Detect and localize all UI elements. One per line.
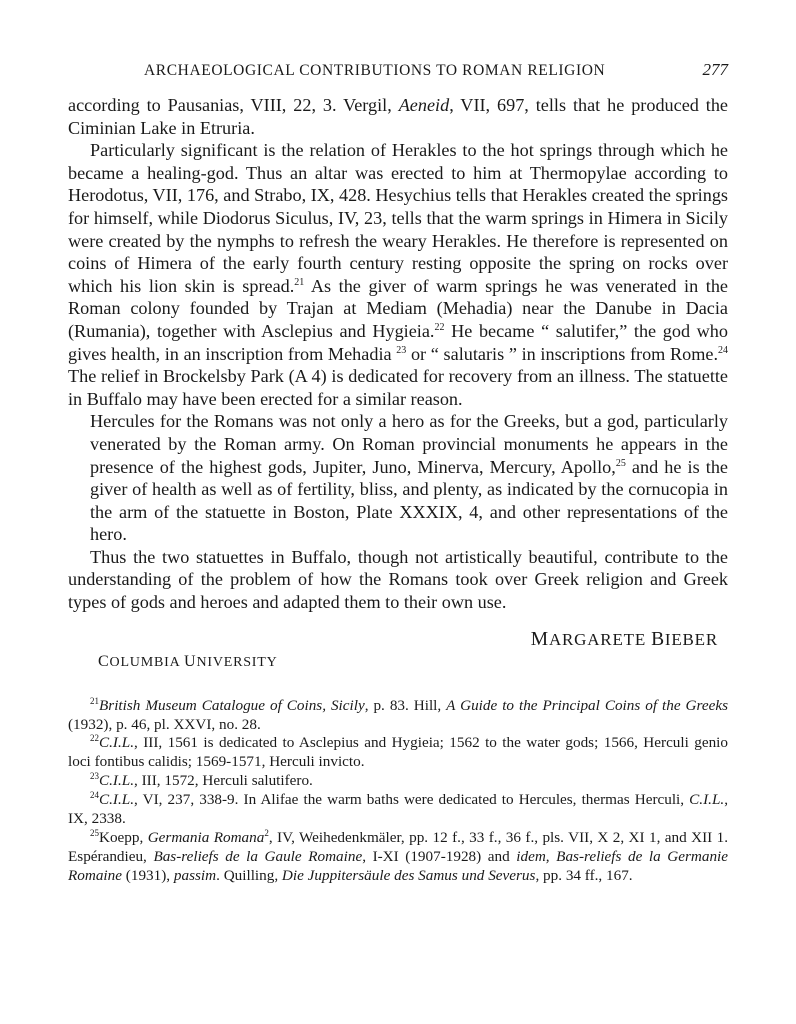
citation-title: C.I.L.	[689, 791, 725, 809]
paragraph-hercules-romans	[68, 410, 728, 546]
footnote-number: 24	[90, 790, 99, 801]
paragraph-continuation	[68, 94, 728, 139]
text-run: , pp. 34 ff., 167.	[535, 866, 633, 884]
text-run: or “ salutaris ” in inscriptions from Rome.	[406, 343, 719, 364]
citation-title: British Museum Catalogue of Coins, Sicily	[99, 696, 365, 714]
text-run: , VII, 697, tells that he produced the Ciminian Lake in Etruria.	[68, 95, 728, 138]
citation-title: idem, Bas-reliefs de la Germanie Romaine	[68, 847, 728, 884]
footnote-ref-23[interactable]: 23	[396, 344, 407, 356]
citation-title: Die Juppitersäule des Samus und Severus	[281, 866, 536, 884]
paragraph-conclusion: Thus the two statuettes in Buffalo, though not artistically beautiful, contribute to the understanding of the problem of how the Romans took over Greek religion and Greek types of gods and heroes and adapted them to their own use.	[68, 546, 728, 613]
citation-title: C.I.L.	[99, 734, 135, 752]
small-caps: ARGARETE	[548, 629, 652, 649]
citation-title: A Guide to the Principal Coins of the Greeks	[446, 696, 728, 714]
page-number: 277	[702, 60, 728, 79]
text-run: , p. 83. Hill,	[364, 696, 447, 714]
text-run: , I-XI (1907-1928) and	[362, 847, 517, 865]
text-run: , IV, Weihedenkmäler, pp. 12 f., 33 f., 36 f., pls. VII, X 2, XI 1, and XII 1. Espérandieu,	[68, 829, 728, 865]
initial: U	[184, 652, 197, 670]
footnote-21	[68, 697, 728, 735]
footnote-number: 23	[90, 771, 99, 782]
citation-title: C.I.L.	[99, 791, 135, 809]
text-run: according to Pausanias, VIII, 22, 3. Vergil,	[68, 95, 399, 115]
author-signature	[68, 629, 728, 651]
text-run: Koepp,	[99, 829, 148, 846]
footnote-25	[68, 829, 728, 886]
text-run: , III, 1572, Herculi salutifero.	[134, 772, 313, 790]
text-run: , VI, 237, 338-9. In Alifae the warm baths were dedicated to Hercules, thermas Herculi,	[134, 791, 690, 809]
citation-title: Germania Romana	[147, 829, 265, 846]
footnote-number: 22	[90, 733, 99, 744]
text-run: Hercules for the Romans was not only a hero as for the Greeks, but a god, particularly venerated by the Roman army. On Roman provincial monuments he appears in the presence of the highest gods, Jupiter, Juno, Minerva, Mercury, Apollo,	[90, 411, 728, 477]
body-text	[68, 94, 728, 614]
footnote-number: 25	[90, 828, 99, 838]
footnote-ref-25[interactable]: 25	[615, 457, 626, 469]
initial: B	[651, 628, 665, 650]
footnotes	[68, 697, 728, 886]
citation-title: Bas-reliefs de la Gaule Romaine	[153, 847, 363, 865]
text-run: (1931),	[122, 866, 174, 884]
text-run: (1932), p. 46, pl. XXVI, no. 28.	[68, 715, 261, 733]
edition-superscript: 2	[264, 828, 269, 838]
footnote-ref-24[interactable]: 24	[718, 344, 729, 356]
footnote-number: 21	[90, 695, 99, 706]
running-title: ARCHAEOLOGICAL CONTRIBUTIONS TO ROMAN RELIGION	[144, 62, 606, 79]
initial: M	[530, 628, 549, 650]
text-run: As the giver of warm springs he was venerated in the Roman colony founded by Trajan at Mediam (Mehadia) near the Danube in Dacia (Rumania), together with Asclepius and Hygieia.	[68, 275, 728, 341]
footnote-22	[68, 734, 728, 772]
text-run: . Quilling,	[216, 866, 282, 884]
citation-title: passim	[173, 866, 217, 884]
paragraph-springs	[68, 139, 728, 410]
small-caps: NIVERSITY	[196, 654, 278, 670]
footnote-24	[68, 791, 728, 829]
text-run: and he is the giver of health as well as of fertility, bliss, and plenty, as indicated by the cornucopia in the arm of the statuette in Boston, Plate XXXIX, 4, and other representations of the hero.	[90, 456, 729, 545]
text-run: He became “ salutifer,” the god who gives health, in an inscription from Mehadia	[68, 320, 728, 364]
journal-page	[68, 58, 728, 886]
text-run: The relief in Brockelsby Park (A 4) is dedicated for recovery from an illness. The statuette in Buffalo may have been erected for a similar reason.	[68, 366, 728, 409]
running-head	[68, 58, 728, 84]
small-caps: IEBER	[664, 629, 718, 649]
initial: C	[98, 652, 110, 670]
author-affiliation	[68, 653, 728, 671]
footnote-ref-22[interactable]: 22	[434, 321, 445, 333]
work-title: Aeneid	[398, 95, 450, 115]
footnote-23	[68, 772, 728, 791]
citation-title: C.I.L.	[99, 772, 135, 790]
text-run: , IX, 2338.	[68, 791, 728, 828]
text-run: , III, 1561 is dedicated to Asclepius and Hygieia; 1562 to the water gods; 1566, Herculi genio loci fontibus calidis; 1569-1571, Herculi invicto.	[68, 734, 728, 771]
text-run: Particularly significant is the relation of Herakles to the hot springs through which he became a healing-god. Thus an altar was erected to him at Thermopylae according to Herodotus, VII, 176, and Strabo, IX, 428. Hesychius tells that Herakles created the springs for himself, while Diodorus Siculus, IV, 23, tells that the warm springs in Himera in Sicily were created by the nymphs to refresh the weary Herakles. He therefore is represented on coins of Himera of the early fourth century resting opposite the spring on rocks over which his lion skin is spread.	[68, 140, 728, 296]
small-caps: OLUMBIA	[109, 654, 185, 670]
footnote-ref-21[interactable]: 21	[294, 276, 305, 288]
